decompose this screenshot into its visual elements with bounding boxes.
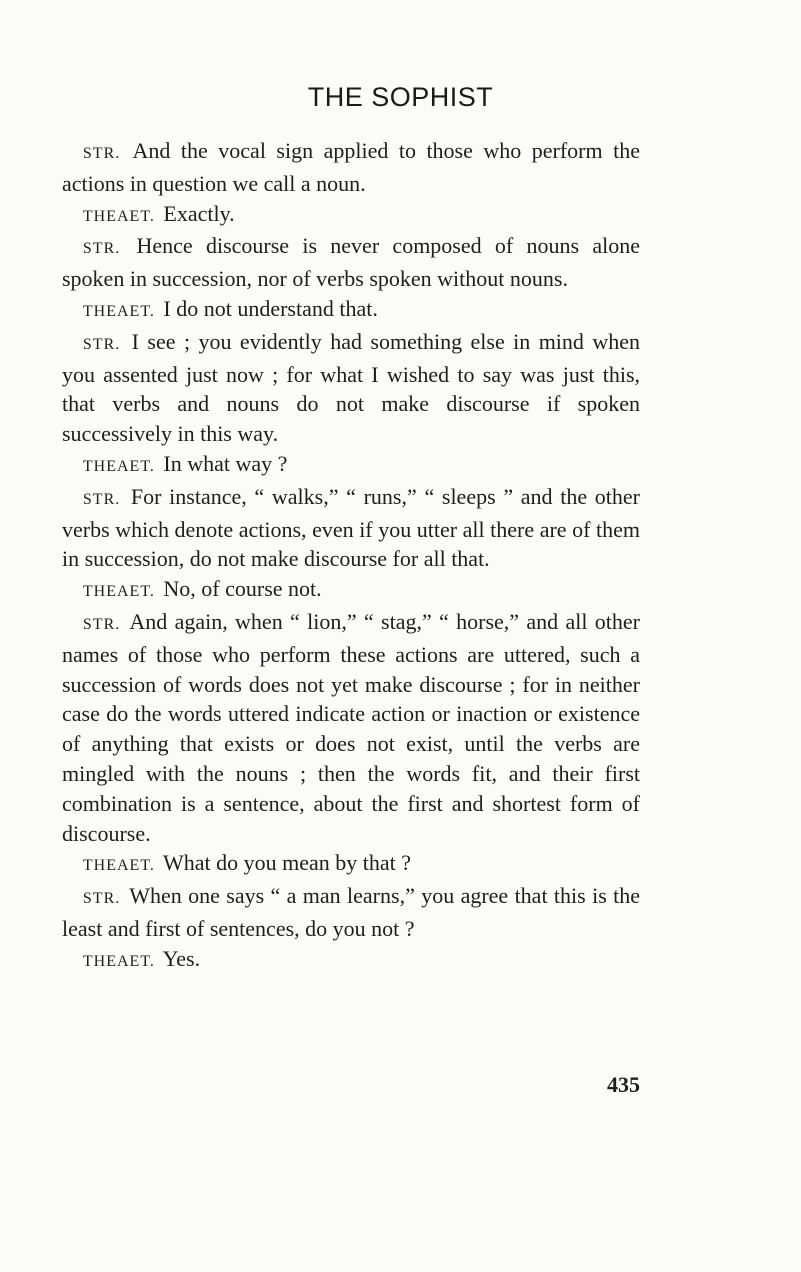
dialogue-line: [62, 574, 640, 607]
speaker-label: THEAET.: [82, 583, 155, 601]
page-number: 435: [607, 1072, 640, 1097]
speaker-label: THEAET.: [82, 457, 155, 475]
dialogue-text: Yes.: [162, 945, 201, 971]
dialogue-body: [62, 136, 640, 977]
speaker-label: STR.: [82, 490, 121, 508]
dialogue-line: [62, 136, 640, 199]
speaker-label: STR.: [82, 240, 121, 258]
dialogue-line: [62, 607, 640, 848]
dialogue-text: And again, when “ lion,” “ stag,” “ horse,” and all other names of those who perform these actions are uttered, such a succession of words does not yet make discourse ; for in neither case do the words uttered indicate action or inaction or existence of anything that exists or does not exist, until the verbs are mingled with the nouns ; then the words fit, and their first combination is a sentence, about the first and shortest form of discourse.: [62, 608, 640, 846]
speaker-label: STR.: [82, 615, 121, 633]
dialogue-line: [62, 449, 640, 482]
dialogue-line: [62, 231, 640, 294]
dialogue-text: For instance, “ walks,” “ runs,” “ sleeps ” and the other verbs which denote actions, even if you utter all there are of them in succession, do not make discourse for all that.: [62, 483, 640, 572]
dialogue-line: [62, 199, 640, 232]
dialogue-line: [62, 881, 640, 944]
page-title: THE SOPHIST: [307, 82, 494, 112]
speaker-label: THEAET.: [82, 207, 155, 225]
dialogue-text: Hence discourse is never composed of nouns alone spoken in succession, nor of verbs spoken without nouns.: [62, 233, 640, 292]
dialogue-text: And the vocal sign applied to those who perform the actions in question we call a noun.: [62, 138, 640, 196]
dialogue-text: In what way ?: [163, 450, 288, 476]
dialogue-line: [62, 848, 640, 881]
dialogue-line: [62, 294, 640, 327]
dialogue-text: What do you mean by that ?: [163, 850, 412, 876]
dialogue-line: [62, 482, 640, 574]
speaker-label: STR.: [82, 335, 121, 353]
dialogue-text: When one says “ a man learns,” you agree that this is the least and first of sentences, do you not ?: [62, 883, 641, 941]
dialogue-text: No, of course not.: [163, 576, 322, 602]
speaker-label: THEAET.: [82, 857, 155, 875]
speaker-label: STR.: [82, 890, 121, 908]
dialogue-text: I see ; you evidently had something else in mind when you assented just now ; for what I wished to say was just this, that verbs and nouns do not make discourse if spoken successively in this way.: [62, 328, 641, 447]
dialogue-line: [62, 944, 640, 977]
speaker-label: THEAET.: [82, 952, 155, 970]
dialogue-text: I do not understand that.: [163, 295, 378, 321]
dialogue-line: [62, 327, 640, 449]
dialogue-text: Exactly.: [163, 200, 235, 226]
speaker-label: STR.: [82, 145, 121, 162]
speaker-label: THEAET.: [82, 302, 155, 320]
